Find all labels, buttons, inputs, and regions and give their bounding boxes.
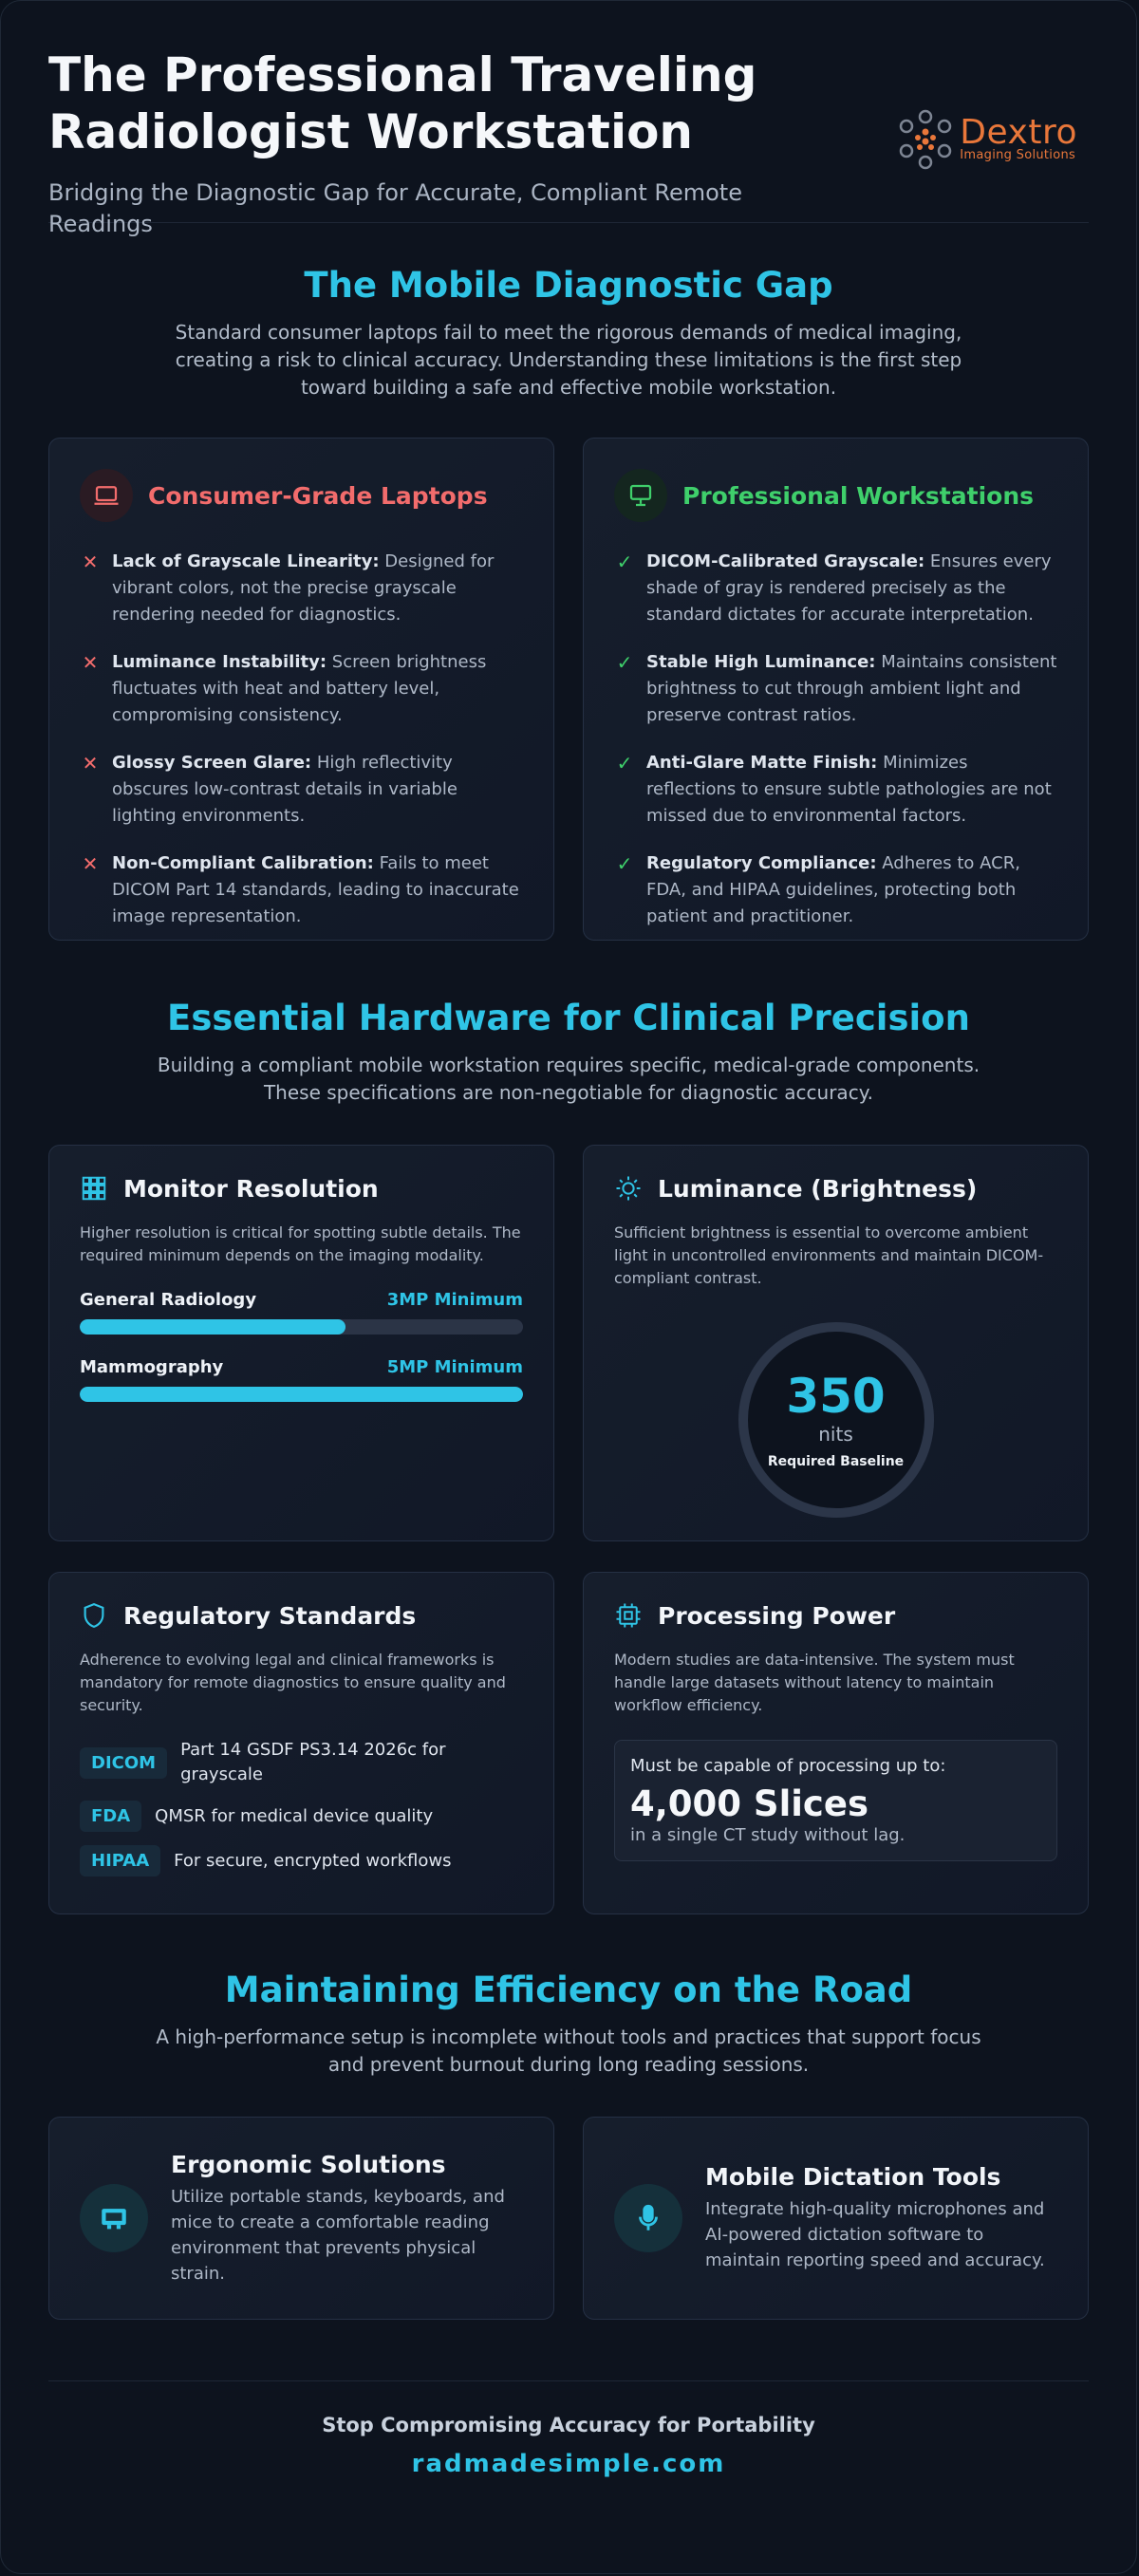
footer	[48, 2380, 1089, 2478]
check-icon: ✓	[616, 752, 633, 775]
monitor-icon	[614, 469, 667, 522]
page-subtitle: Bridging the Diagnostic Gap for Accurate, Compliant Remote Readings	[48, 179, 742, 237]
list-item: ✕ Luminance Instability: Screen brightness fluctuates with heat and battery level, compromising consistency.	[80, 649, 523, 729]
resolution-row-general: General Radiology 3MP Minimum	[80, 1290, 523, 1310]
hardware-title: Essential Hardware for Clinical Precision	[167, 998, 970, 1038]
cpu-icon	[614, 1601, 643, 1630]
list-item: ✕ Lack of Grayscale Linearity: Designed for vibrant colors, not the precise grayscale rendering needed for diagnostics.	[80, 549, 523, 628]
check-icon: ✓	[616, 651, 633, 674]
resolution-title: Monitor Resolution	[123, 1174, 379, 1203]
processing-value: 4,000 Slices	[630, 1783, 868, 1824]
mammography-bar	[80, 1387, 523, 1402]
luminance-unit: nits	[818, 1423, 853, 1446]
processing-card	[583, 1572, 1089, 1914]
dextro-logo-icon	[895, 109, 956, 170]
ergonomic-description: Utilize portable stands, keyboards, and mice to create a comfortable reading environment that prevents physical strain.	[171, 2186, 505, 2284]
luminance-card	[583, 1145, 1089, 1541]
shield-icon	[80, 1601, 108, 1630]
dictation-description: Integrate high-quality microphones and AI-powered dictation software to maintain reporting speed and accuracy.	[705, 2199, 1045, 2270]
dicom-badge: DICOM	[80, 1747, 167, 1779]
regulatory-list	[80, 1738, 523, 1876]
sun-icon	[614, 1174, 643, 1203]
gap-title: The Mobile Diagnostic Gap	[304, 265, 833, 306]
processing-title: Processing Power	[658, 1601, 896, 1630]
list-item: ✓ DICOM-Calibrated Grayscale: Ensures every shade of gray is rendered precisely as the standard dictates for accurate interpretation.	[614, 549, 1057, 628]
ergonomic-title: Ergonomic Solutions	[171, 2150, 446, 2178]
resolution-description: Higher resolution is critical for spotting subtle details. The required minimum depends on the imaging modality.	[80, 1223, 521, 1264]
luminance-value: 350	[786, 1369, 886, 1424]
regulatory-description: Adherence to evolving legal and clinical frameworks is mandatory for remote diagnostics to ensure quality and security.	[80, 1651, 506, 1714]
page-title: The Professional Traveling Radiologist Workstation	[48, 47, 757, 159]
professional-title: Professional Workstations	[682, 481, 1034, 510]
regulatory-title: Regulatory Standards	[123, 1601, 417, 1630]
footer-tagline: Stop Compromising Accuracy for Portability	[322, 2414, 815, 2436]
dictation-card	[583, 2117, 1089, 2320]
dictation-title: Mobile Dictation Tools	[705, 2163, 1001, 2191]
list-item: DICOM Part 14 GSDF PS3.14 2026c for grayscale	[80, 1738, 523, 1787]
processing-description: Modern studies are data-intensive. The system must handle large datasets without latency to maintain workflow efficiency.	[614, 1651, 1015, 1714]
list-item: ✓ Anti-Glare Matte Finish: Minimizes reflections to ensure subtle pathologies are not missed due to environmental factors.	[614, 750, 1057, 830]
resolution-row-mammography: Mammography 5MP Minimum	[80, 1357, 523, 1377]
footer-link[interactable]: radmadesimple.com	[411, 2450, 726, 2478]
microphone-icon	[614, 2184, 682, 2252]
gap-section	[48, 223, 1089, 941]
processing-box	[614, 1740, 1057, 1861]
laptop-stand-icon	[80, 2184, 148, 2252]
list-item: ✕ Non-Compliant Calibration: Fails to meet DICOM Part 14 standards, leading to inaccurate image representation.	[80, 850, 523, 930]
processing-lead: Must be capable of processing up to:	[630, 1756, 946, 1776]
list-item: ✓ Stable High Luminance: Maintains consistent brightness to cut through ambient light and preserve contrast ratios.	[614, 649, 1057, 729]
consumer-list	[80, 549, 523, 930]
luminance-gauge	[738, 1322, 934, 1518]
cross-icon: ✕	[82, 651, 99, 674]
cross-icon: ✕	[82, 551, 99, 573]
header	[48, 1, 1089, 237]
fda-badge: FDA	[80, 1801, 141, 1832]
ergonomic-card	[48, 2117, 554, 2320]
general-radiology-bar	[80, 1319, 523, 1335]
consumer-card	[48, 438, 554, 941]
luminance-note: Required Baseline	[767, 1454, 905, 1469]
check-icon: ✓	[616, 551, 633, 573]
bar-fill	[80, 1319, 345, 1335]
cross-icon: ✕	[82, 752, 99, 775]
list-item: ✓ Regulatory Compliance: Adheres to ACR, FDA, and HIPAA guidelines, protecting both patient and practitioner.	[614, 850, 1057, 930]
efficiency-title: Maintaining Efficiency on the Road	[224, 1969, 913, 2010]
resolution-card	[48, 1145, 554, 1541]
list-item: ✕ Glossy Screen Glare: High reflectivity obscures low-contrast details in variable lighting environments.	[80, 750, 523, 830]
logo-tagline: Imaging Solutions	[960, 148, 1076, 162]
regulatory-card	[48, 1572, 554, 1914]
gap-description: Standard consumer laptops fail to meet the rigorous demands of medical imaging, creating a risk to clinical accuracy. Understanding these limitations is the first step toward building a safe and effective mobile workstation.	[175, 321, 962, 399]
dextro-logo	[895, 109, 1077, 170]
list-item: HIPAA For secure, encrypted workflows	[80, 1845, 523, 1876]
hipaa-badge: HIPAA	[80, 1845, 160, 1876]
luminance-title: Luminance (Brightness)	[658, 1174, 978, 1203]
grid-icon	[80, 1174, 108, 1203]
laptop-icon	[80, 469, 133, 522]
luminance-description: Sufficient brightness is essential to overcome ambient light in uncontrolled environments and maintain DICOM-compliant contrast.	[614, 1223, 1044, 1287]
logo-name: Dextro	[960, 113, 1077, 152]
check-icon: ✓	[616, 852, 633, 875]
professional-list	[614, 549, 1057, 930]
efficiency-description: A high-performance setup is incomplete without tools and practices that support focus and prevent burnout during long reading sessions.	[156, 2025, 981, 2076]
professional-card	[583, 438, 1089, 941]
consumer-title: Consumer-Grade Laptops	[148, 481, 488, 510]
list-item: FDA QMSR for medical device quality	[80, 1801, 523, 1832]
hardware-section	[48, 941, 1089, 1914]
processing-tail: in a single CT study without lag.	[630, 1825, 906, 1845]
efficiency-section	[48, 1914, 1089, 2320]
bar-fill	[80, 1387, 523, 1402]
hardware-description: Building a compliant mobile workstation requires specific, medical-grade components. These specifications are non-negotiable for diagnostic accuracy.	[157, 1054, 980, 1104]
cross-icon: ✕	[82, 852, 99, 875]
